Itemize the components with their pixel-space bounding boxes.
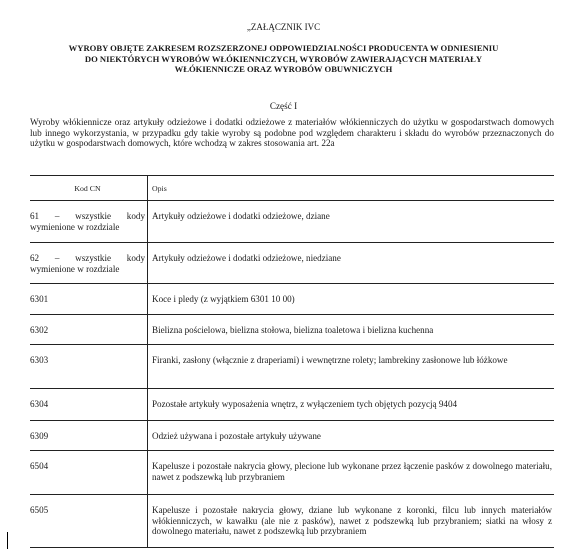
cn-code-cell: 6303	[30, 345, 148, 389]
heading-line: WYROBY OBJĘTE ZAKRESEM ROZSZERZONEJ ODPOWIEDZIALNOŚCI PRODUCENTA W ODNIESIENIU	[68, 43, 499, 53]
table-row	[30, 284, 554, 315]
description-cell: Kapelusze i pozostałe nakrycia głowy, plecione lub wykonane przez łączenie pasków z dowolnego materiału, nawet z podszewką lub przybraniem	[148, 451, 555, 495]
heading-line: DO NIEKTÓRYCH WYROBÓW WŁÓKIENNICZYCH, WYROBÓW ZAWIERAJĄCYCH MATERIAŁY	[84, 53, 483, 64]
description-cell: Kapelusze i pozostałe nakrycia głowy, dziane lub wykonane z koronki, filcu lub innych materiałów włókienniczych, w kawałku (ale nie z pasków), nawet z podszewką lub przybraniem; siatki na włosy z dowolnego materiału, nawet z podszewką lub przybraniem	[148, 495, 555, 548]
table-row	[30, 495, 554, 548]
header-description: Opis	[148, 176, 555, 201]
cn-code-cell: 6505	[30, 495, 148, 548]
description-cell: Bielizna pościelowa, bielizna stołowa, bielizna toaletowa i bielizna kuchenna	[148, 315, 555, 345]
intro-paragraph: Wyroby włókiennicze oraz artykuły odzieżowe i dodatki odzieżowe z materiałów włókienniczych do użytku w gospodarstwach domowych lub innego wykorzystania, w przypadku gdy takie wyroby są podobne pod względem charakteru i składu do wyrobów przeznaczonych do użytku w gospodarstwach domowych, które wchodzą w zakres stosowania art. 22a	[30, 117, 554, 149]
text-cursor	[7, 532, 8, 549]
description-cell: Artykuły odzieżowe i dodatki odzieżowe, niedziane	[148, 243, 555, 284]
table-row	[30, 345, 554, 389]
table-row	[30, 201, 554, 243]
description-cell: Artykuły odzieżowe i dodatki odzieżowe, dziane	[148, 201, 555, 243]
cn-code-table	[30, 175, 554, 548]
annex-title: „ZAŁĄCZNIK IVC	[246, 22, 321, 32]
document-heading	[30, 43, 537, 75]
table-row	[30, 421, 554, 451]
table-header-row	[30, 176, 554, 201]
cn-code-cell: 6504	[30, 451, 148, 495]
part-title: Część I	[269, 101, 298, 111]
heading-line: WŁÓKIENNICZE ORAZ WYROBÓW OBUWNICZYCH	[174, 64, 393, 74]
table-row	[30, 451, 554, 495]
cn-code-cell: 62 – wszystkie kody wymienione w rozdziale	[30, 243, 148, 284]
description-cell: Koce i pledy (z wyjątkiem 6301 10 00)	[148, 284, 555, 315]
description-cell: Firanki, zasłony (włącznie z draperiami) i wewnętrzne rolety; lambrekiny zasłonowe lub łóżkowe	[148, 345, 555, 389]
table-row	[30, 389, 554, 421]
table-row	[30, 315, 554, 345]
cn-code-cell: 6304	[30, 389, 148, 421]
description-cell: Pozostałe artykuły wyposażenia wnętrz, z wyłączeniem tych objętych pozycją 9404	[148, 389, 555, 421]
cn-code-cell: 6309	[30, 421, 148, 451]
cn-code-cell: 61 – wszystkie kody wymienione w rozdziale	[30, 201, 148, 243]
description-cell: Odzież używana i pozostałe artykuły używane	[148, 421, 555, 451]
header-cn-code: Kod CN	[30, 176, 148, 201]
cn-code-cell: 6301	[30, 284, 148, 315]
cn-code-cell: 6302	[30, 315, 148, 345]
table-row	[30, 243, 554, 284]
